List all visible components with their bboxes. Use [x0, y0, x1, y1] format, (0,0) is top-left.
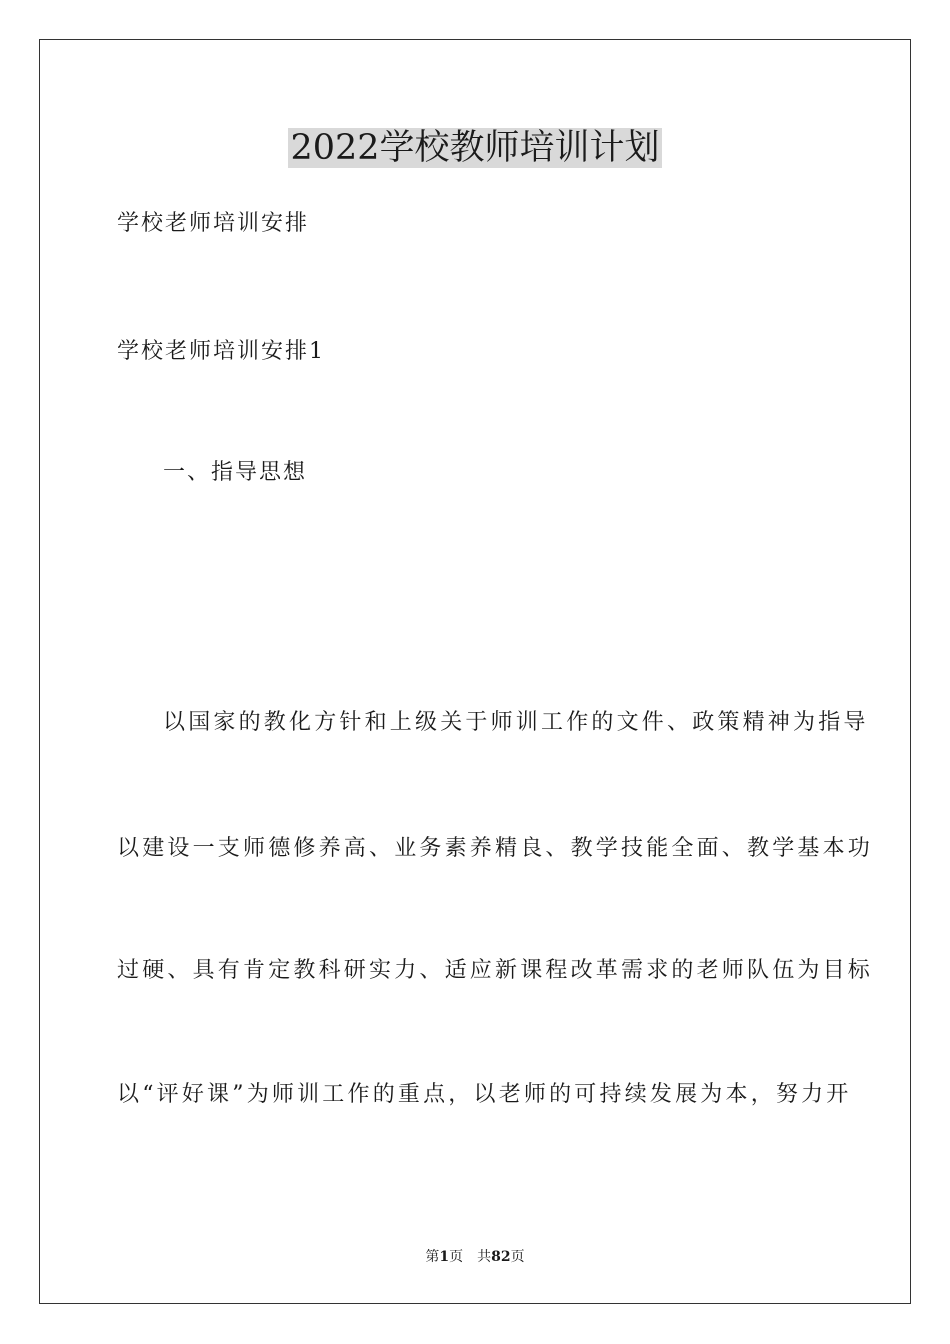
total-suffix: 页: [510, 1249, 525, 1265]
total-prefix: 共: [477, 1249, 492, 1265]
paragraph-line-3: 过硬、具有肯定教科研实力、适应新课程改革需求的老师队伍为目标: [117, 958, 874, 983]
document-title: 2022学校教师培训计划: [290, 128, 660, 168]
subtitle: 学校老师培训安排: [117, 211, 310, 236]
item-heading: 一、指导思想: [163, 460, 308, 485]
paragraph-line-1: 以国家的教化方针和上级关于师训工作的文件、政策精神为指导: [163, 710, 869, 735]
paragraph-line-4: 以“评好课”为师训工作的重点，以老师的可持续发展为本，努力开: [117, 1082, 852, 1107]
total-pages: 82: [491, 1249, 511, 1265]
section-heading: 学校老师培训安排1: [117, 339, 325, 364]
page-number: 1: [439, 1249, 450, 1265]
page-prefix: 第: [425, 1249, 440, 1265]
page-suffix: 页: [449, 1249, 464, 1265]
paragraph-line-2: 以建设一支师德修养高、业务素养精良、教学技能全面、教学基本功: [117, 836, 874, 861]
page-footer: [0, 1247, 950, 1267]
